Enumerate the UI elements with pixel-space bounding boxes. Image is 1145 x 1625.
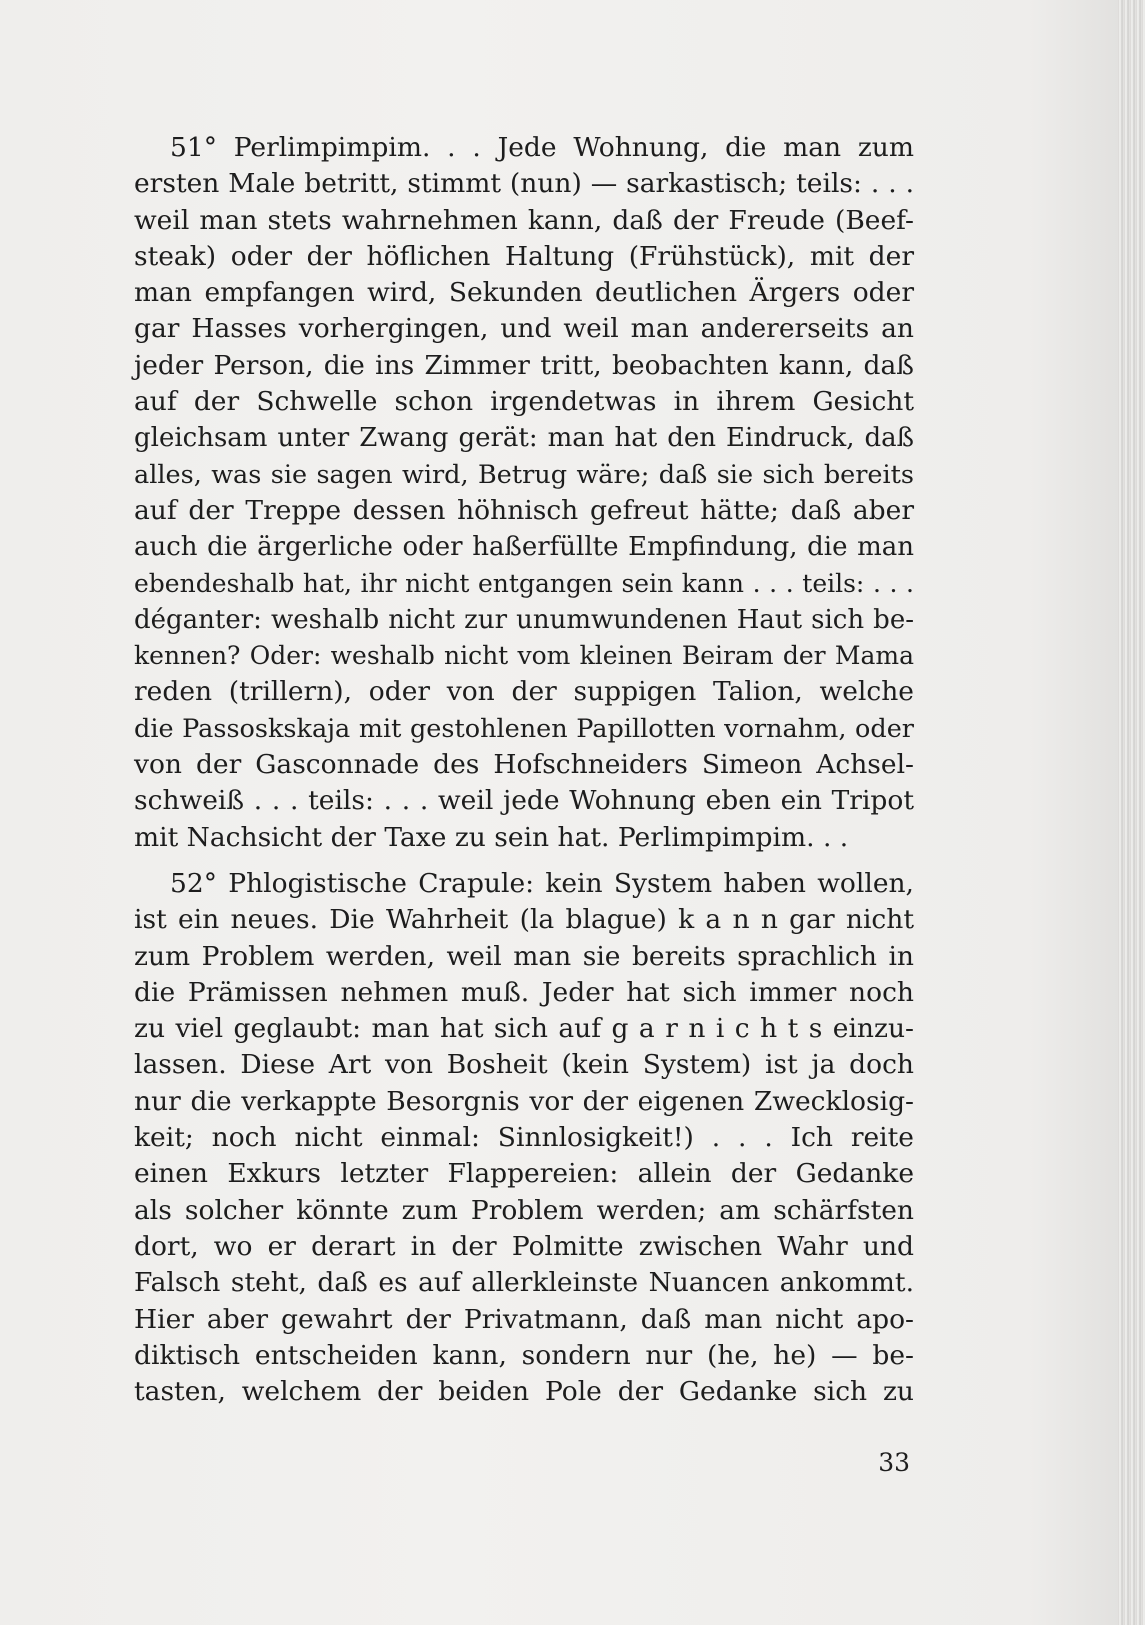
text-line: als solcher könnte zum Problem werden; am schärfsten (134, 1194, 914, 1226)
text-line: dort, wo er derart in der Polmitte zwischen Wahr und (134, 1230, 914, 1262)
text-line: mit Nachsicht der Taxe zu sein hat. Perlimpimpim. . . (134, 821, 849, 853)
text-line: gleichsam unter Zwang gerät: man hat den Eindruck, daß (134, 423, 914, 454)
text-line: auch die ärgerliche oder haßerfüllte Empfindung, die man (134, 532, 914, 563)
text-line: zu viel geglaubt: man hat sich auf g a r n i c h t s einzu- (134, 1013, 914, 1045)
text-line: lassen. Diese Art von Bosheit (kein System) ist ja doch (134, 1049, 914, 1081)
book-binding-edge (1118, 0, 1145, 1625)
text-line: man empfangen wird, Sekunden deutlichen Ärgers oder (134, 277, 914, 309)
text-line: Falsch steht, daß es auf allerkleinste Nuancen ankommt. (134, 1267, 914, 1299)
text-line: die Passoskskaja mit gestohlenen Papillotten vornahm, oder (134, 713, 914, 744)
text-line: weil man stets wahrnehmen kann, daß der Freude (Beef- (134, 204, 914, 236)
page-body (134, 130, 914, 1410)
text-line: steak) oder der höflichen Haltung (Frühstück), mit der (134, 240, 914, 272)
text-line: alles, was sie sagen wird, Betrug wäre; daß sie sich bereits (134, 459, 914, 490)
text-line: jeder Person, die ins Zimmer tritt, beobachten kann, daß (134, 349, 914, 381)
page-number: 33 (878, 1448, 910, 1477)
text-line: auf der Schwelle schon irgendetwas in ihrem Gesicht (134, 386, 914, 418)
text-line: ersten Male betritt, stimmt (nun) — sarkastisch; teils: . . . (134, 168, 914, 200)
text-line: ist ein neues. Die Wahrheit (la blague) k a n n gar nicht (134, 904, 914, 936)
text-line: keit; noch nicht einmal: Sinnlosigkeit!) . . . Ich reite (134, 1122, 914, 1154)
text-line: 52° Phlogistische Crapule: kein System haben wollen, (170, 867, 914, 899)
text-line: diktisch entscheiden kann, sondern nur (he, he) — be- (134, 1339, 914, 1371)
text-line: 51° Perlimpimpim. . . Jede Wohnung, die man zum (170, 132, 914, 163)
text-line: einen Exkurs letzter Flappereien: allein der Gedanke (134, 1158, 914, 1190)
text-line: gar Hasses vorhergingen, und weil man andererseits an (134, 313, 914, 345)
text-line: nur die verkappte Besorgnis vor der eigenen Zwecklosig- (134, 1085, 914, 1117)
text-line: Hier aber gewahrt der Privatmann, daß man nicht apo- (134, 1303, 914, 1335)
text-line: zum Problem werden, weil man sie bereits sprachlich in (134, 940, 914, 972)
text-line: auf der Treppe dessen höhnisch gefreut hätte; daß aber (134, 494, 914, 526)
text-line: von der Gasconnade des Hofschneiders Simeon Achsel- (134, 749, 914, 781)
text-line: schweiß . . . teils: . . . weil jede Wohnung eben ein Tripot (134, 785, 914, 817)
text-line: tasten, welchem der beiden Pole der Gedanke sich zu (134, 1376, 914, 1408)
text-line: kennen? Oder: weshalb nicht vom kleinen Beiram der Mama (134, 641, 914, 671)
text-line: reden (trillern), oder von der suppigen Talion, welche (134, 676, 914, 708)
text-line: déganter: weshalb nicht zur unumwundenen Haut sich be- (134, 604, 914, 635)
paragraph-gap (134, 856, 914, 866)
paragraph-52 (134, 866, 914, 1410)
text-line: ebendeshalb hat, ihr nicht entgangen sein kann . . . teils: . . . (134, 568, 914, 598)
paragraph-51 (134, 130, 914, 856)
text-line: die Prämissen nehmen muß. Jeder hat sich immer noch (134, 976, 914, 1008)
